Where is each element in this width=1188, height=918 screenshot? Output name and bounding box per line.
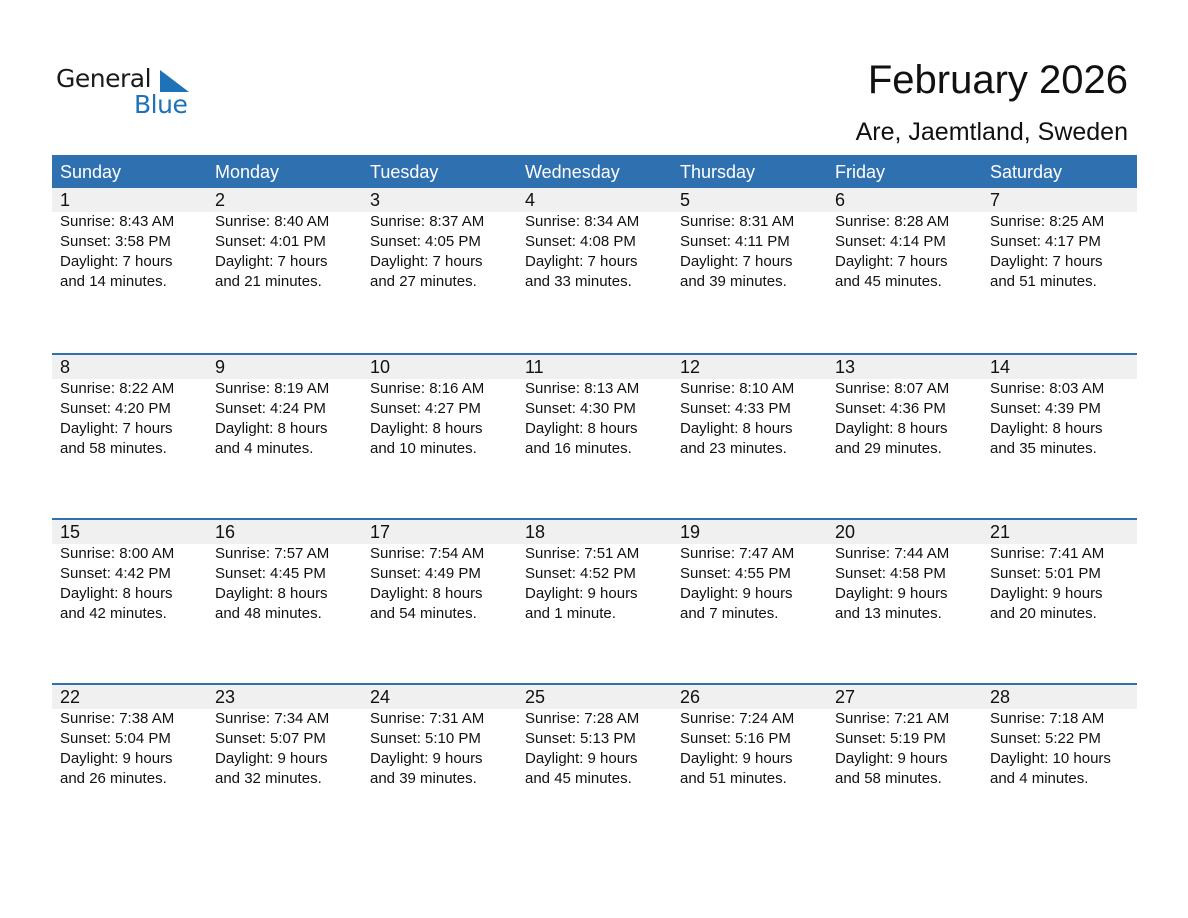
daylight-minutes-text: and 45 minutes. [835, 273, 942, 290]
daylight-text: Daylight: 9 hours [835, 750, 948, 767]
sunrise-text: Sunrise: 7:57 AM [215, 545, 330, 562]
daylight-minutes-text: and 14 minutes. [60, 273, 167, 290]
day-number: 13 [835, 357, 856, 377]
sunset-text: Sunset: 3:58 PM [60, 233, 171, 250]
day-number: 8 [60, 357, 71, 377]
daylight-text: Daylight: 7 hours [680, 253, 793, 270]
day-number: 16 [215, 522, 236, 542]
sunset-text: Sunset: 5:19 PM [835, 730, 946, 747]
daylight-text: Daylight: 9 hours [525, 750, 638, 767]
daylight-minutes-text: and 45 minutes. [525, 770, 632, 787]
week-row [52, 353, 1137, 518]
sunset-text: Sunset: 4:58 PM [835, 565, 946, 582]
day-cell [362, 355, 517, 459]
daylight-minutes-text: and 20 minutes. [990, 605, 1097, 622]
sunset-text: Sunset: 4:17 PM [990, 233, 1101, 250]
day-number: 1 [60, 190, 71, 210]
day-cell [52, 685, 207, 789]
daylight-text: Daylight: 7 hours [990, 253, 1103, 270]
sunset-text: Sunset: 4:01 PM [215, 233, 326, 250]
day-cell [827, 188, 982, 292]
day-cell [827, 685, 982, 789]
day-number: 18 [525, 522, 546, 542]
day-cell [362, 685, 517, 789]
sunset-text: Sunset: 4:55 PM [680, 565, 791, 582]
daylight-minutes-text: and 42 minutes. [60, 605, 167, 622]
location-subtitle: Are, Jaemtland, Sweden [855, 118, 1128, 146]
sunset-text: Sunset: 5:10 PM [370, 730, 481, 747]
sunset-text: Sunset: 5:13 PM [525, 730, 636, 747]
logo-general-text: General [56, 64, 152, 93]
sunset-text: Sunset: 4:27 PM [370, 400, 481, 417]
weekday-header [52, 155, 1137, 188]
daylight-text: Daylight: 8 hours [525, 420, 638, 437]
day-cell [207, 520, 362, 624]
sunrise-text: Sunrise: 8:28 AM [835, 213, 950, 230]
daylight-minutes-text: and 16 minutes. [525, 440, 632, 457]
daylight-minutes-text: and 1 minute. [525, 605, 616, 622]
day-number: 24 [370, 687, 391, 707]
sunset-text: Sunset: 4:24 PM [215, 400, 326, 417]
sunrise-text: Sunrise: 7:28 AM [525, 710, 640, 727]
sunrise-text: Sunrise: 7:38 AM [60, 710, 175, 727]
day-cell [672, 355, 827, 459]
sunrise-text: Sunrise: 8:03 AM [990, 380, 1105, 397]
day-cell [982, 355, 1137, 459]
sunrise-text: Sunrise: 8:07 AM [835, 380, 950, 397]
daylight-minutes-text: and 10 minutes. [370, 440, 477, 457]
day-cell [982, 520, 1137, 624]
weekday-sunday: Sunday [60, 162, 122, 182]
page-title: February 2026 [867, 58, 1128, 102]
daylight-text: Daylight: 7 hours [215, 253, 328, 270]
daylight-text: Daylight: 7 hours [60, 253, 173, 270]
daylight-minutes-text: and 27 minutes. [370, 273, 477, 290]
sunset-text: Sunset: 5:01 PM [990, 565, 1101, 582]
sunset-text: Sunset: 4:05 PM [370, 233, 481, 250]
sunset-text: Sunset: 4:30 PM [525, 400, 636, 417]
sunrise-text: Sunrise: 8:19 AM [215, 380, 330, 397]
day-number: 23 [215, 687, 236, 707]
daylight-text: Daylight: 8 hours [370, 420, 483, 437]
daylight-text: Daylight: 9 hours [525, 585, 638, 602]
sunset-text: Sunset: 5:07 PM [215, 730, 326, 747]
daylight-minutes-text: and 58 minutes. [60, 440, 167, 457]
sunset-text: Sunset: 5:22 PM [990, 730, 1101, 747]
sunrise-text: Sunrise: 8:13 AM [525, 380, 640, 397]
daylight-minutes-text: and 4 minutes. [990, 770, 1089, 787]
sunrise-text: Sunrise: 7:21 AM [835, 710, 950, 727]
daylight-minutes-text: and 29 minutes. [835, 440, 942, 457]
sunset-text: Sunset: 4:20 PM [60, 400, 171, 417]
daylight-minutes-text: and 39 minutes. [370, 770, 477, 787]
daylight-text: Daylight: 7 hours [60, 420, 173, 437]
sunset-text: Sunset: 4:36 PM [835, 400, 946, 417]
week-row [52, 683, 1137, 848]
daylight-minutes-text: and 33 minutes. [525, 273, 632, 290]
day-cell [517, 355, 672, 459]
sunrise-text: Sunrise: 8:25 AM [990, 213, 1105, 230]
sunrise-text: Sunrise: 8:31 AM [680, 213, 795, 230]
week-row [52, 188, 1137, 353]
daylight-text: Daylight: 7 hours [835, 253, 948, 270]
logo-triangle-icon [160, 70, 189, 92]
daylight-minutes-text: and 54 minutes. [370, 605, 477, 622]
day-cell [207, 685, 362, 789]
day-number: 22 [60, 687, 81, 707]
daylight-text: Daylight: 9 hours [680, 750, 793, 767]
daylight-minutes-text: and 51 minutes. [680, 770, 787, 787]
sunrise-text: Sunrise: 7:51 AM [525, 545, 640, 562]
daylight-text: Daylight: 9 hours [680, 585, 793, 602]
sunrise-text: Sunrise: 8:40 AM [215, 213, 330, 230]
daylight-minutes-text: and 39 minutes. [680, 273, 787, 290]
sunset-text: Sunset: 4:45 PM [215, 565, 326, 582]
daylight-minutes-text: and 48 minutes. [215, 605, 322, 622]
day-number: 20 [835, 522, 856, 542]
weeks-container [52, 188, 1137, 848]
day-cell [827, 520, 982, 624]
daylight-text: Daylight: 9 hours [370, 750, 483, 767]
sunrise-text: Sunrise: 8:43 AM [60, 213, 175, 230]
day-number: 26 [680, 687, 701, 707]
sunrise-text: Sunrise: 8:16 AM [370, 380, 485, 397]
day-cell [672, 520, 827, 624]
day-number: 27 [835, 687, 856, 707]
daylight-text: Daylight: 8 hours [370, 585, 483, 602]
daylight-minutes-text: and 21 minutes. [215, 273, 322, 290]
day-cell [517, 520, 672, 624]
sunset-text: Sunset: 4:42 PM [60, 565, 171, 582]
sunset-text: Sunset: 4:33 PM [680, 400, 791, 417]
day-number: 6 [835, 190, 846, 210]
sunrise-text: Sunrise: 8:00 AM [60, 545, 175, 562]
sunset-text: Sunset: 5:16 PM [680, 730, 791, 747]
weekday-tuesday: Tuesday [370, 162, 439, 182]
day-cell [52, 188, 207, 292]
weekday-friday: Friday [835, 162, 886, 182]
day-number: 14 [990, 357, 1011, 377]
daylight-minutes-text: and 23 minutes. [680, 440, 787, 457]
sunset-text: Sunset: 4:39 PM [990, 400, 1101, 417]
daylight-minutes-text: and 26 minutes. [60, 770, 167, 787]
sunset-text: Sunset: 5:04 PM [60, 730, 171, 747]
daylight-minutes-text: and 51 minutes. [990, 273, 1097, 290]
day-cell [517, 188, 672, 292]
sunrise-text: Sunrise: 8:22 AM [60, 380, 175, 397]
daylight-minutes-text: and 13 minutes. [835, 605, 942, 622]
daylight-text: Daylight: 8 hours [215, 585, 328, 602]
weekday-thursday: Thursday [680, 162, 756, 182]
sunrise-text: Sunrise: 7:18 AM [990, 710, 1105, 727]
sunset-text: Sunset: 4:11 PM [680, 233, 790, 250]
logo-blue-text: Blue [134, 90, 188, 119]
sunset-text: Sunset: 4:49 PM [370, 565, 481, 582]
daylight-text: Daylight: 8 hours [215, 420, 328, 437]
daylight-text: Daylight: 9 hours [990, 585, 1103, 602]
day-number: 19 [680, 522, 701, 542]
day-cell [52, 520, 207, 624]
day-number: 11 [525, 357, 544, 377]
day-number: 7 [990, 190, 1001, 210]
day-cell [672, 188, 827, 292]
sunrise-text: Sunrise: 7:44 AM [835, 545, 950, 562]
day-cell [982, 188, 1137, 292]
day-number: 21 [990, 522, 1011, 542]
daylight-minutes-text: and 32 minutes. [215, 770, 322, 787]
day-cell [207, 188, 362, 292]
daylight-text: Daylight: 8 hours [990, 420, 1103, 437]
day-number: 2 [215, 190, 226, 210]
day-number: 5 [680, 190, 691, 210]
daylight-minutes-text: and 35 minutes. [990, 440, 1097, 457]
daylight-minutes-text: and 7 minutes. [680, 605, 779, 622]
sunrise-text: Sunrise: 7:54 AM [370, 545, 485, 562]
sunrise-text: Sunrise: 7:34 AM [215, 710, 330, 727]
day-number: 17 [370, 522, 391, 542]
daylight-text: Daylight: 9 hours [835, 585, 948, 602]
daylight-text: Daylight: 8 hours [835, 420, 948, 437]
day-number: 25 [525, 687, 546, 707]
day-cell [52, 355, 207, 459]
sunrise-text: Sunrise: 8:34 AM [525, 213, 640, 230]
day-cell [672, 685, 827, 789]
day-cell [517, 685, 672, 789]
sunrise-text: Sunrise: 7:41 AM [990, 545, 1105, 562]
sunset-text: Sunset: 4:14 PM [835, 233, 946, 250]
daylight-text: Daylight: 8 hours [680, 420, 793, 437]
day-cell [207, 355, 362, 459]
daylight-text: Daylight: 9 hours [60, 750, 173, 767]
day-cell [362, 520, 517, 624]
day-number: 3 [370, 190, 381, 210]
day-number: 28 [990, 687, 1011, 707]
daylight-minutes-text: and 58 minutes. [835, 770, 942, 787]
calendar [52, 155, 1137, 848]
day-cell [362, 188, 517, 292]
daylight-text: Daylight: 9 hours [215, 750, 328, 767]
day-number: 12 [680, 357, 701, 377]
sunset-text: Sunset: 4:52 PM [525, 565, 636, 582]
day-number: 10 [370, 357, 391, 377]
daylight-minutes-text: and 4 minutes. [215, 440, 314, 457]
sunrise-text: Sunrise: 7:24 AM [680, 710, 795, 727]
sunrise-text: Sunrise: 7:31 AM [370, 710, 485, 727]
daylight-text: Daylight: 8 hours [60, 585, 173, 602]
day-number: 4 [525, 190, 536, 210]
day-cell [827, 355, 982, 459]
weekday-wednesday: Wednesday [525, 162, 620, 182]
weekday-saturday: Saturday [990, 162, 1063, 182]
day-number: 9 [215, 357, 226, 377]
weekday-monday: Monday [215, 162, 280, 182]
daylight-text: Daylight: 10 hours [990, 750, 1111, 767]
day-cell [982, 685, 1137, 789]
daylight-text: Daylight: 7 hours [525, 253, 638, 270]
daylight-text: Daylight: 7 hours [370, 253, 483, 270]
sunrise-text: Sunrise: 8:37 AM [370, 213, 485, 230]
sunset-text: Sunset: 4:08 PM [525, 233, 636, 250]
week-row [52, 518, 1137, 683]
day-number: 15 [60, 522, 81, 542]
sunrise-text: Sunrise: 8:10 AM [680, 380, 795, 397]
sunrise-text: Sunrise: 7:47 AM [680, 545, 795, 562]
